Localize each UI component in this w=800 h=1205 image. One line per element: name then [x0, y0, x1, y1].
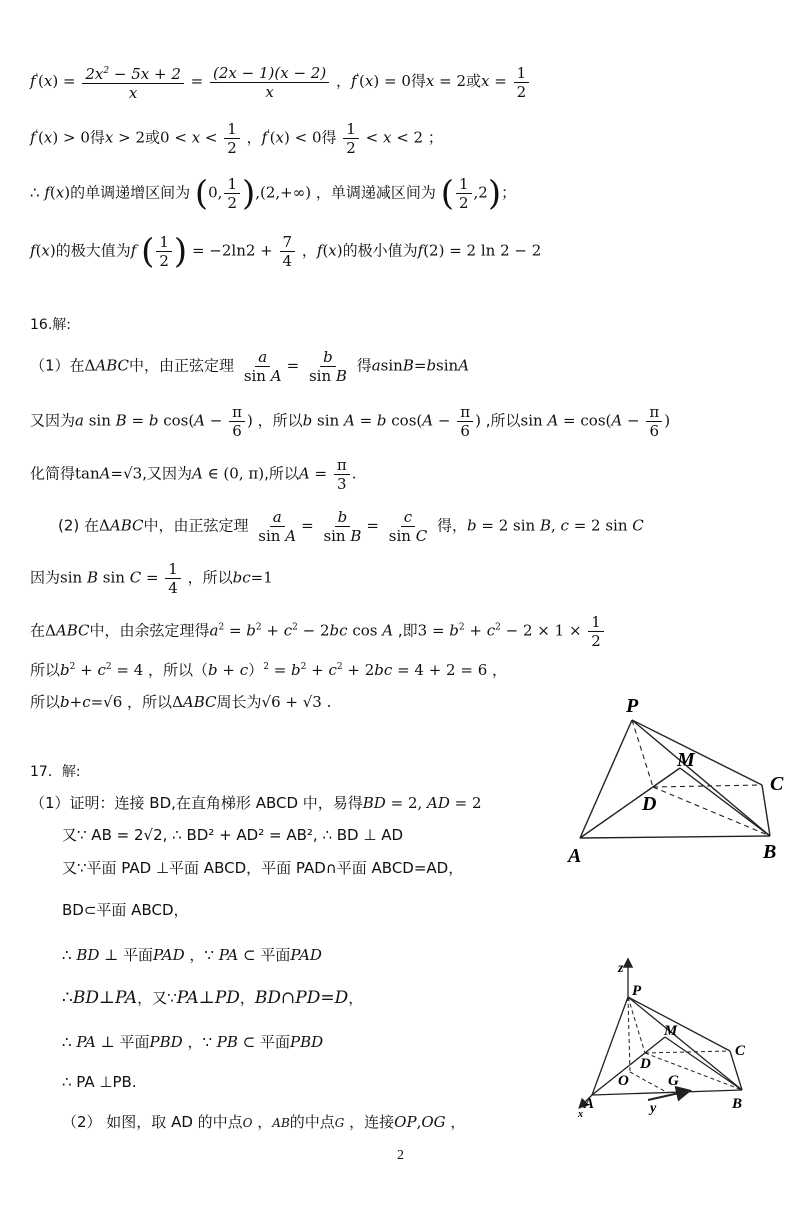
p17-line1: （1）证明：连接 BD,在直角梯形 ABCD 中，易得BD = 2, AD = 2: [30, 794, 482, 812]
label-P: P: [632, 983, 642, 999]
p17-line3: 又∵平面 PAD ⊥平面 ABCD，平面 PAD∩平面 ABCD=AD，: [62, 859, 464, 877]
extreme-values-line: f(x)的极大值为f ( $\frac{1}{2}$ ) = −2ln2 + $\frac{7}{4}$ ，f(x)的极小值为f(2) = 2 ln 2 − 2: [30, 231, 542, 272]
label-B: B: [763, 841, 777, 863]
problem-16-heading: 16.解:: [30, 317, 71, 333]
p16-line7: 所以$b^2 + c^2 = 4$ ，所以$(b + c)^2 = b^2 + c^2 + 2bc = 4 + 2 = 6$ ，: [30, 661, 508, 679]
edge-PD: [628, 997, 645, 1053]
p17-line8: ∴ PA ⊥PB.: [62, 1073, 137, 1091]
derivative-sign-line: f'(x) > 0得x > 2或0 < x < $\frac{1}{2}$ ，f'(x) < 0得 $\frac{1}{2}$ < x < 2 ；: [30, 120, 443, 157]
p16-part1-line: （1）在ΔABC中，由正弦定理 $\frac{a}{\text{sin A}}$ = $\frac{b}{\text{sin B}}$ 得asinB=bsinA: [30, 348, 470, 385]
label-B: B: [732, 1096, 743, 1112]
label-D: D: [640, 1056, 651, 1072]
derivative-line: f'(x) = $\frac{2x^2 - 5x + 2}{x}$ = $\frac{(2x - 1)(x - 2)}{x}$ ，f'(x) = 0得x = 2或x = $\frac{1}{2}$: [30, 62, 531, 102]
edge-PO: [628, 997, 630, 1072]
p16-line5: 因为sin B sin C = $\frac{1}{4}$ ，所以bc=1: [30, 560, 273, 597]
label-P: P: [626, 695, 639, 717]
p17-line4: BD⊂平面 ABCD，: [62, 901, 189, 919]
edge-PC: [628, 997, 730, 1051]
edge-OG: [630, 1072, 668, 1093]
label-C: C: [735, 1043, 746, 1059]
edge-MB: [680, 768, 770, 836]
edge-PB: [628, 997, 742, 1090]
problem-17-heading: 17．解:: [30, 764, 81, 780]
p16-line6: 在ΔABC中，由余弦定理得$a^2 = b^2 + c^2 - 2bc$ cos A ,即$3 = b^2 + c^2 - 2 \times 1$ × $\frac{1}{2}$: [30, 613, 606, 650]
p16-line3: 化简得tanA=√3,又因为A ∈ (0, π),所以A = $\frac{\pi}{3}$ .: [30, 456, 357, 493]
edge-AB: [580, 836, 770, 838]
label-O: O: [618, 1073, 629, 1089]
p17-line6: ∴BD⊥PA，又∵PA⊥PD，BD∩PD=D，: [62, 988, 364, 1008]
p17-line9: （2） 如图，取 AD 的中点O ，AB的中点G ，连接OP,OG ，: [62, 1113, 466, 1131]
label-M: M: [677, 749, 695, 771]
edge-BC: [762, 785, 770, 836]
label-C: C: [770, 773, 784, 795]
page-number: 2: [397, 1148, 404, 1163]
edge-PD: [632, 720, 653, 787]
label-D: D: [642, 793, 657, 815]
edge-DB: [653, 787, 770, 836]
edge-DB: [645, 1053, 742, 1090]
p17-line7: ∴ PA ⊥ 平面PBD ，∵ PB ⊂ 平面PBD: [62, 1033, 324, 1051]
pyramid-figure-2: [570, 955, 770, 1120]
label-z: z: [618, 961, 624, 976]
edge-DC: [653, 785, 762, 787]
p16-line8: 所以b+c=√6 ，所以ΔABC周长为√6 + √3 .: [30, 693, 332, 711]
p17-line5: ∴ BD ⊥ 平面PAD ，∵ PA ⊂ 平面PAD: [62, 946, 322, 964]
label-G: G: [668, 1073, 679, 1089]
pyramid-figure-1: [560, 690, 795, 870]
p16-part2-line: (2) 在ΔABC中，由正弦定理 $\frac{a}{\text{sin A}}$ = $\frac{b}{\text{sin B}}$ = $\frac{c}{\text{sin C}}$ 得，b = 2 sin B, c = 2 sin C: [58, 508, 644, 545]
label-A: A: [568, 845, 582, 867]
p17-line2: 又∵ AB = 2√2, ∴ BD² + AD² = AB², ∴ BD ⊥ AD: [62, 826, 404, 844]
label-y: y: [650, 1101, 657, 1116]
label-M: M: [664, 1023, 678, 1039]
label-A: A: [584, 1096, 595, 1112]
label-x: x: [578, 1109, 583, 1120]
p16-line2: 又因为a sin B = b cos(A − $\frac{\pi}{6}$ ) ，所以b sin A = b cos(A − $\frac{\pi}{6}$ ) ,所以sin A = cos(A − $\frac{\pi}{6}$ ): [30, 403, 671, 440]
monotonic-intervals-line: ∴ f(x)的单调递增区间为 (0, $\frac{1}{2}$ ),(2,+∞) ，单调递减区间为 ( $\frac{1}{2}$ ,2)；: [30, 173, 517, 214]
